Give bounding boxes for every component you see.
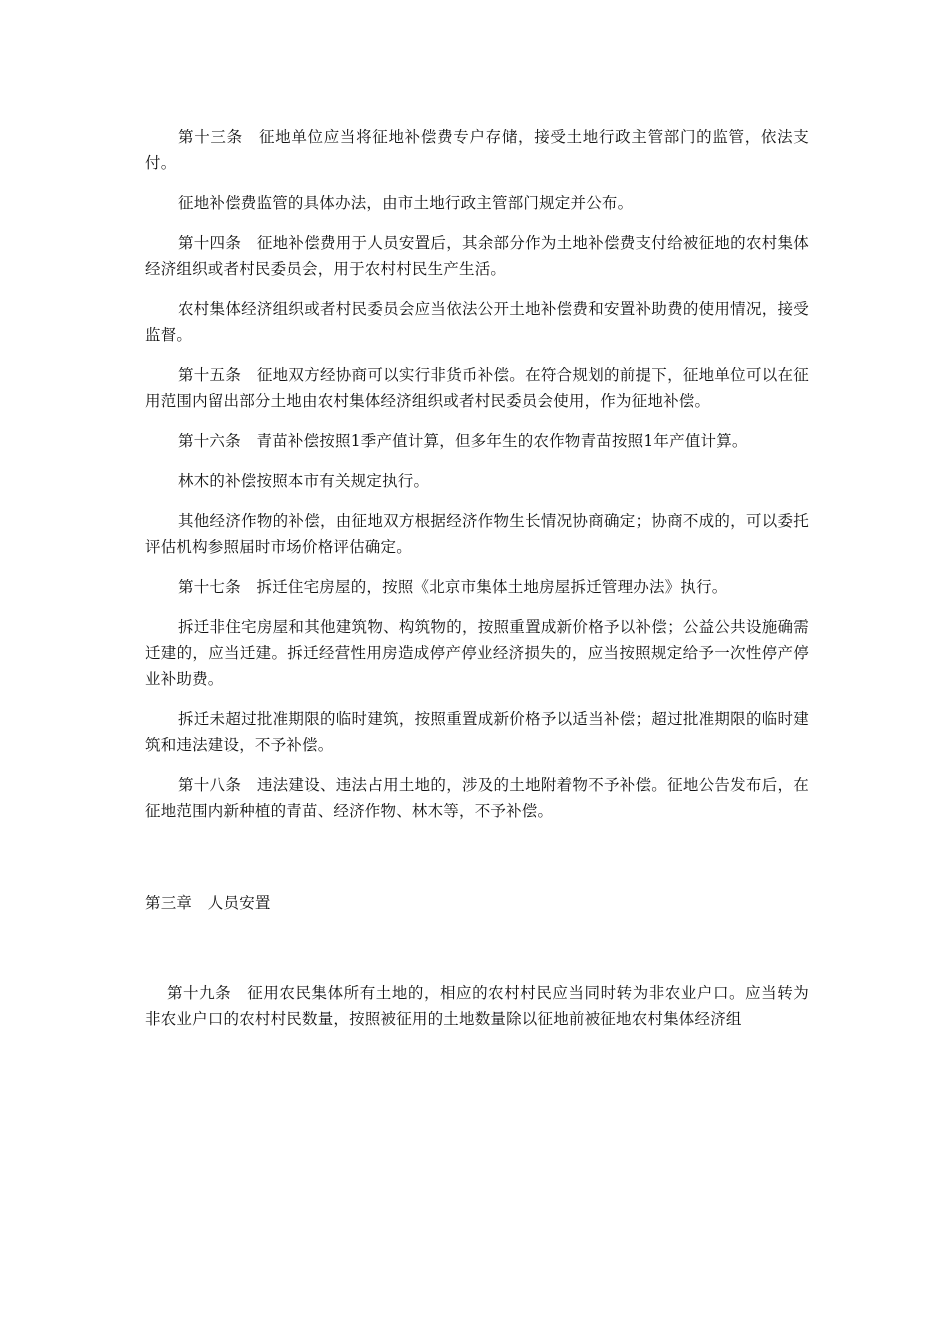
article-18-paragraph: 第十八条 违法建设、违法占用土地的，涉及的土地附着物不予补偿。征地公告发布后，在征地范围内新种植的青苗、经济作物、林木等，不予补偿。 [145,776,809,820]
article-19-paragraph: 第十九条 征用农民集体所有土地的，相应的农村村民应当同时转为非农业户口。应当转为非农业户口的农村村民数量，按照被征用的土地数量除以征地前被征地农村集体经济组 [145,984,809,1028]
article-13-supplement-paragraph: 征地补偿费监管的具体办法，由市土地行政主管部门规定并公布。 [178,194,634,212]
article-16-paragraph: 第十六条 青苗补偿按照1季产值计算，但多年生的农作物青苗按照1年产值计算。 [178,432,748,450]
article-17-temporary-paragraph: 拆迁未超过批准期限的临时建筑，按照重置成新价格予以适当补偿；超过批准期限的临时建筑和违法建设，不予补偿。 [145,710,809,754]
article-14-paragraph: 第十四条 征地补偿费用于人员安置后，其余部分作为土地补偿费支付给被征地的农村集体经济组织或者村民委员会，用于农村村民生产生活。 [145,234,809,278]
article-17-nonresidential-paragraph: 拆迁非住宅房屋和其他建筑物、构筑物的，按照重置成新价格予以补偿；公益公共设施确需迁建的，应当迁建。拆迁经营性用房造成停产停业经济损失的，应当按照规定给予一次性停产停业补助费。 [145,618,809,688]
article-15-paragraph: 第十五条 征地双方经协商可以实行非货币补偿。在符合规划的前提下，征地单位可以在征用范围内留出部分土地由农村集体经济组织或者村民委员会使用，作为征地补偿。 [145,366,809,410]
article-17-paragraph: 第十七条 拆迁住宅房屋的，按照《北京市集体土地房屋拆迁管理办法》执行。 [178,578,728,596]
article-16-crops-paragraph: 其他经济作物的补偿，由征地双方根据经济作物生长情况协商确定；协商不成的，可以委托评估机构参照届时市场价格评估确定。 [145,512,809,556]
chapter-heading: 第三章 人员安置 [145,894,271,912]
document-page [145,0,809,1032]
article-14-supplement-paragraph: 农村集体经济组织或者村民委员会应当依法公开土地补偿费和安置补助费的使用情况，接受监督。 [145,300,809,344]
article-13-paragraph: 第十三条 征地单位应当将征地补偿费专户存储，接受土地行政主管部门的监管，依法支付。 [145,128,809,172]
article-16-forest-paragraph: 林木的补偿按照本市有关规定执行。 [178,472,430,490]
